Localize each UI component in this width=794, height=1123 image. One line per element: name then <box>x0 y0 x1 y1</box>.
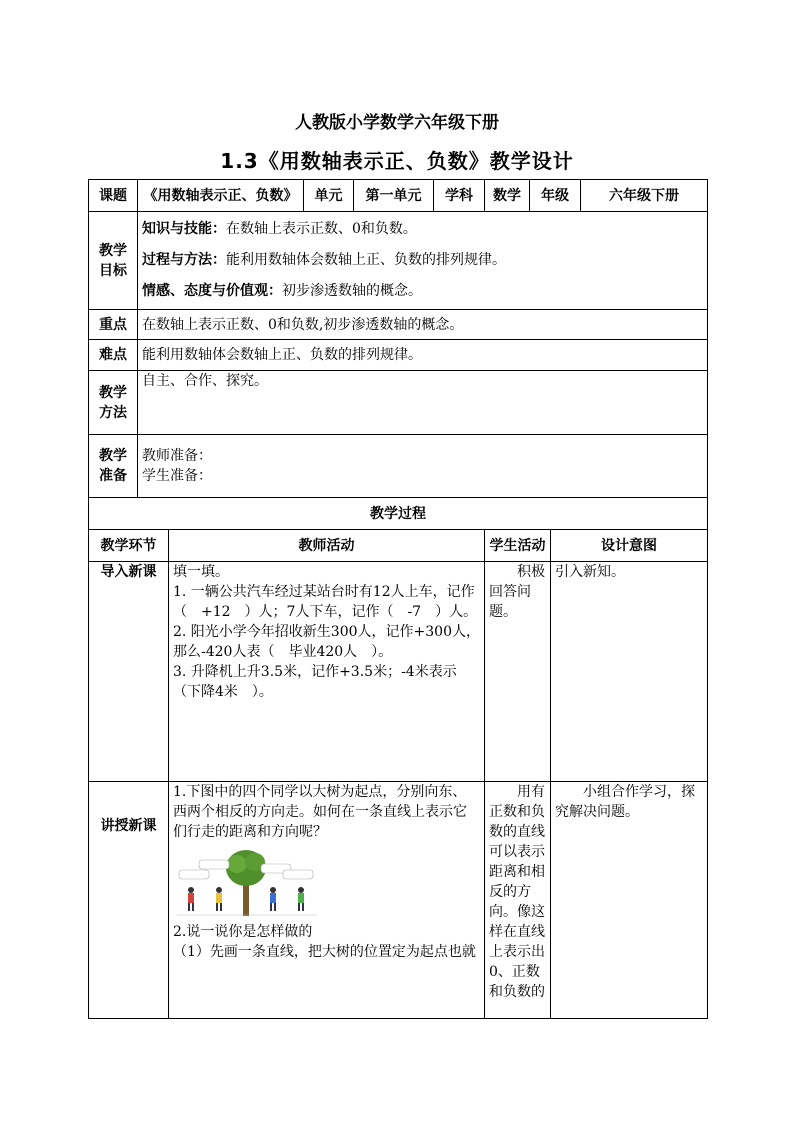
lecture-question-2: 2.说一说你是怎样做的 <box>173 924 313 940</box>
lecture-teacher-activity <box>169 782 485 1019</box>
intro-row <box>89 562 708 782</box>
goals-row <box>89 212 708 310</box>
goal-item: 情感、态度与价值观：初步渗透数轴的概念。 <box>142 283 422 299</box>
col-intent-header: 设计意图 <box>551 530 708 562</box>
teacher-prep: 教师准备： <box>142 448 212 464</box>
intro-intent: 引入新知。 <box>551 562 708 782</box>
grade-value: 六年级下册 <box>581 180 708 212</box>
goals-label: 教学目标 <box>89 212 138 310</box>
lesson-title: 1.3《用数轴表示正、负数》教学设计 <box>220 149 574 173</box>
doc-title: 人教版小学数学六年级下册 <box>295 113 499 133</box>
subject-value: 数学 <box>485 180 530 212</box>
lecture-student-activity: 用有正数和负数的直线可以表示距离和相反的方向。像这样在直线上表示出0、正数和负数的 <box>485 782 551 1019</box>
intro-line: 1. 一辆公共汽车经过某站台时有12人上车，记作（ +12 ）人；7人下车，记作（ -7 ）人。 <box>173 584 478 620</box>
intro-student-activity: 积极回答问题。 <box>485 562 551 782</box>
intro-stage: 导入新课 <box>89 562 169 782</box>
goal-item: 知识与技能：在数轴上表示正数、0和负数。 <box>142 221 417 237</box>
lesson-plan-table <box>88 179 708 1019</box>
intro-line: 填一填。 <box>173 564 229 580</box>
process-title: 教学过程 <box>89 498 708 530</box>
difficulty-label: 难点 <box>89 340 138 371</box>
subject-label: 学科 <box>434 180 485 212</box>
key-point-text: 在数轴上表示正数、0和负数,初步渗透数轴的概念。 <box>138 310 708 340</box>
lecture-row <box>89 782 708 1019</box>
intro-line: 3. 升降机上升3.5米，记作+3.5米；-4米表示（下降4米 ）。 <box>173 664 457 700</box>
key-point-row <box>89 310 708 340</box>
unit-label: 单元 <box>304 180 354 212</box>
goal-item: 过程与方法：能利用数轴体会数轴上正、负数的排列规律。 <box>142 252 506 268</box>
method-text: 自主、合作、探究。 <box>138 371 708 435</box>
process-header-row <box>89 530 708 562</box>
difficulty-row <box>89 340 708 371</box>
prep-content <box>138 435 708 498</box>
intro-line: 2. 阳光小学今年招收新生300人，记作+300人，那么-420人表（ 毕业420人 ）。 <box>173 624 480 660</box>
tree-and-students-illustration <box>177 848 317 918</box>
method-label: 教学方法 <box>89 371 138 435</box>
info-row <box>89 180 708 212</box>
difficulty-text: 能利用数轴体会数轴上正、负数的排列规律。 <box>138 340 708 371</box>
lecture-stage: 讲授新课 <box>89 782 169 1019</box>
unit-value: 第一单元 <box>354 180 434 212</box>
student-prep: 学生准备： <box>142 468 212 484</box>
goals-content <box>138 212 708 310</box>
key-point-label: 重点 <box>89 310 138 340</box>
topic-label: 课题 <box>89 180 138 212</box>
process-title-row <box>89 498 708 530</box>
lecture-step-1: （1）先画一条直线，把大树的位置定为起点也就 <box>173 944 476 960</box>
col-teacher-header: 教师活动 <box>169 530 485 562</box>
lecture-intent: 小组合作学习，探究解决问题。 <box>551 782 708 1019</box>
grade-label: 年级 <box>530 180 581 212</box>
intro-teacher-activity <box>169 562 485 782</box>
col-stage-header: 教学环节 <box>89 530 169 562</box>
col-student-header: 学生活动 <box>485 530 551 562</box>
lecture-question-1: 1.下图中的四个同学以大树为起点，分别向东、西两个相反的方向走。如何在一条直线上表示它们行走的距离和方向呢？ <box>173 784 467 840</box>
prep-label: 教学准备 <box>89 435 138 498</box>
prep-row <box>89 435 708 498</box>
method-row <box>89 371 708 435</box>
topic-value: 《用数轴表示正、负数》 <box>138 180 304 212</box>
